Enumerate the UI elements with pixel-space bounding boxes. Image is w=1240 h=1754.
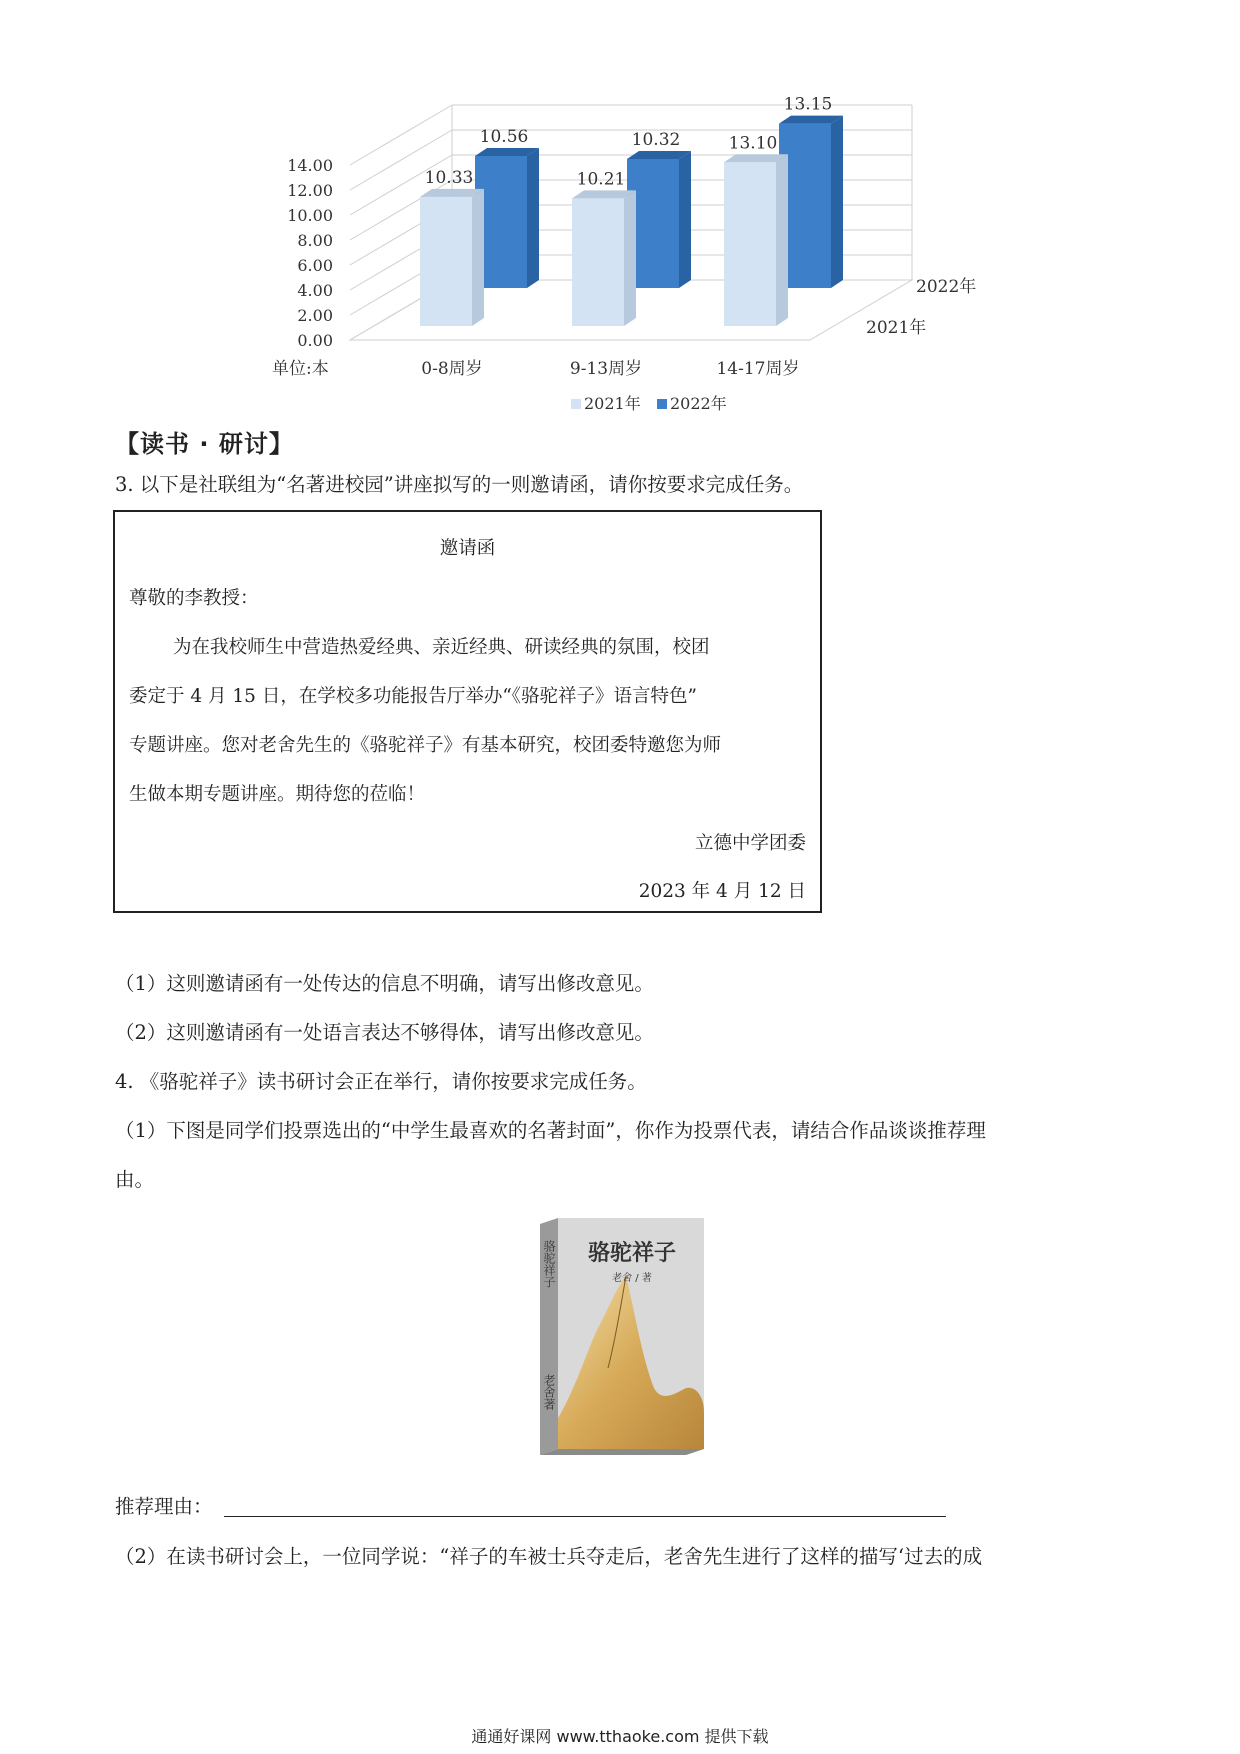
bar-2021年-9-13周岁	[572, 190, 636, 326]
x-category-label: 0-8周岁	[421, 359, 483, 379]
letter-salutation: 尊敬的李教授：	[129, 588, 259, 609]
q4-sub2: （2）在读书研讨会上，一位同学说：“祥子的车被士兵夺走后，老舍先生进行了这样的描写‘过去的成	[115, 1545, 983, 1568]
y-tick-label: 2.00	[297, 306, 333, 325]
q3-prompt: 3. 以下是社联组为“名著进校园”讲座拟写的一则邀请函，请你按要求完成任务。	[115, 473, 804, 496]
x-category-label: 14-17周岁	[716, 359, 800, 379]
legend-label-2021: 2021年	[584, 394, 641, 413]
bar-2021年-14-17周岁	[724, 154, 788, 326]
data-label: 10.56	[479, 127, 529, 147]
section-title: 【读书 · 研讨】	[115, 430, 294, 458]
q4-sub1-line2: 由。	[115, 1168, 155, 1191]
letter-date: 2023 年 4 月 12 日	[638, 881, 806, 902]
depth-label-2022: 2022年	[916, 277, 977, 297]
bar-2022年-9-13周岁	[627, 151, 691, 288]
book-title: 骆驼祥子	[587, 1241, 677, 1266]
depth-label-2021: 2021年	[866, 318, 927, 338]
bar-2021年-0-8周岁	[420, 189, 484, 326]
y-tick-label: 14.00	[287, 156, 333, 175]
legend-swatch-2021	[571, 399, 581, 409]
letter-body-line: 生做本期专题讲座。期待您的莅临！	[129, 784, 426, 805]
y-tick-label: 12.00	[287, 181, 333, 200]
q3-sub1: （1）这则邀请函有一处传达的信息不明确，请写出修改意见。	[115, 972, 654, 995]
letter-body-line: 为在我校师生中营造热爱经典、亲近经典、研读经典的氛围，校团	[173, 637, 710, 658]
letter-title: 邀请函	[439, 538, 496, 559]
reason-answer-line[interactable]	[224, 1516, 946, 1517]
bar-2022年-14-17周岁	[779, 116, 843, 288]
reason-label: 推荐理由：	[115, 1495, 213, 1518]
legend-swatch-2022	[657, 399, 667, 409]
unit-label: 单位:本	[272, 359, 329, 379]
q4-sub1-line1: （1）下图是同学们投票选出的“中学生最喜欢的名著封面”，你作为投票代表，请结合作品谈谈推荐理	[115, 1119, 986, 1142]
y-tick-label: 4.00	[297, 281, 333, 300]
reading-volume-bar-chart	[0, 0, 1240, 430]
page-footer: 通通好课网 www.tthaoke.com 提供下载	[471, 1727, 769, 1746]
data-label: 10.32	[631, 130, 681, 150]
letter-body-line: 委定于 4 月 15 日，在学校多功能报告厅举办“《骆驼祥子》语言特色”	[129, 686, 698, 707]
x-category-label: 9-13周岁	[569, 359, 643, 379]
letter-body-line: 专题讲座。您对老舍先生的《骆驼祥子》有基本研究，校团委特邀您为师	[129, 735, 722, 756]
bar-2022年-0-8周岁	[475, 148, 539, 288]
invitation-letter	[113, 510, 822, 913]
gridline	[350, 105, 452, 165]
data-label: 10.33	[424, 167, 474, 188]
y-tick-label: 0.00	[297, 331, 333, 350]
book-cover-image	[536, 1218, 706, 1455]
chart-legend	[571, 394, 727, 413]
q4-prompt: 4. 《骆驼祥子》读书研讨会正在举行，请你按要求完成任务。	[115, 1070, 647, 1093]
legend-label-2022: 2022年	[670, 394, 727, 413]
y-tick-label: 8.00	[297, 231, 333, 250]
x-axis-category-labels	[421, 359, 799, 379]
data-label: 10.21	[576, 169, 626, 190]
book-spine-title: 骆驼祥子	[542, 1240, 556, 1288]
data-label: 13.10	[728, 133, 778, 154]
y-axis-tick-labels	[287, 156, 333, 350]
book-spine-author: 老舍著	[542, 1374, 556, 1410]
y-tick-label: 10.00	[287, 206, 333, 225]
q3-sub2: （2）这则邀请函有一处语言表达不够得体，请写出修改意见。	[115, 1021, 654, 1044]
letter-signature: 立德中学团委	[694, 833, 806, 854]
book-author: 老舍 / 著	[612, 1273, 652, 1284]
data-label: 13.15	[783, 94, 833, 115]
y-tick-label: 6.00	[297, 256, 333, 275]
